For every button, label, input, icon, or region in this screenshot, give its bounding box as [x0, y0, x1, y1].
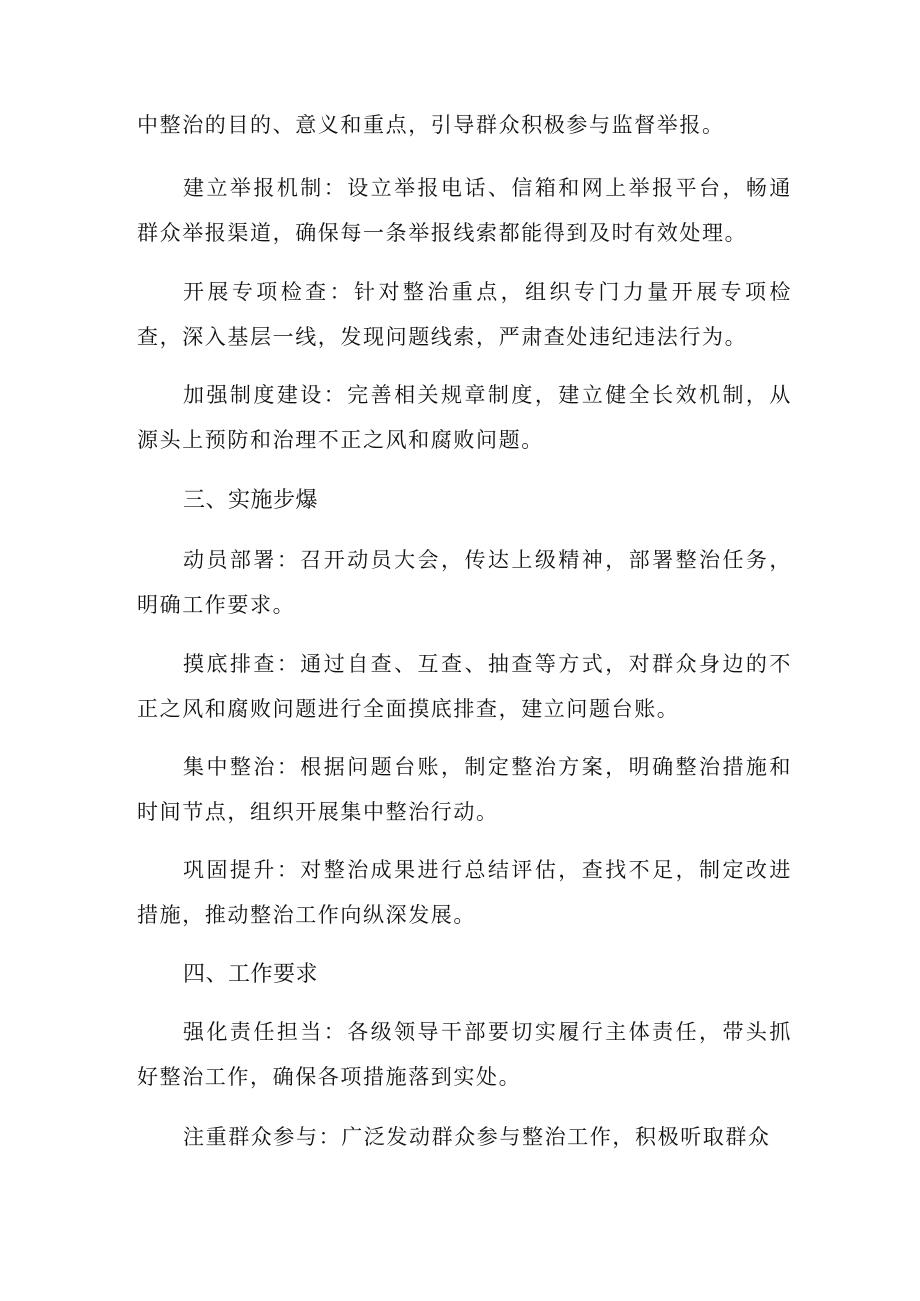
paragraph-public-participation: 注重群众参与：广泛发动群众参与整治工作，积极听取群众	[183, 1125, 771, 1149]
paragraph-continuation: 中整治的目的、意义和重点，引导群众积极参与监督举报。	[137, 113, 725, 137]
paragraph-mobilization: 动员部署：召开动员大会，传达上级精神，部署整治任务，明确工作要求。	[137, 548, 792, 617]
paragraph-system-building: 加强制度建设：完善相关规章制度，建立健全长效机制，从源头上预防和治理不正之风和腐败问题。	[137, 383, 792, 452]
paragraph-concentrated-rectification: 集中整治：根据问题台账，制定整治方案，明确整治措施和时间节点，组织开展集中整治行动。	[137, 755, 792, 824]
paragraph-reporting-mechanism: 建立举报机制：设立举报电话、信箱和网上举报平台，畅通群众举报渠道，确保每一条举报线索都能得到及时有效处理。	[137, 176, 792, 245]
paragraph-special-inspection: 开展专项检查：针对整治重点，组织专门力量开展专项检查，深入基层一线，发现问题线索，严肃查处违纪违法行为。	[137, 280, 792, 349]
paragraph-responsibility: 强化责任担当：各级领导干部要切实履行主体责任，带头抓好整治工作，确保各项措施落到实处。	[137, 1020, 792, 1089]
paragraph-consolidation: 巩固提升：对整治成果进行总结评估，查找不足，制定改进措施，推动整治工作向纵深发展。	[137, 858, 792, 927]
section-heading-implementation-steps: 三、实施步爆	[183, 488, 319, 513]
section-heading-work-requirements: 四、工作要求	[183, 962, 319, 987]
paragraph-investigation: 摸底排查：通过自查、互查、抽查等方式，对群众身边的不正之风和腐败问题进行全面摸底排查，建立问题台账。	[137, 652, 792, 721]
